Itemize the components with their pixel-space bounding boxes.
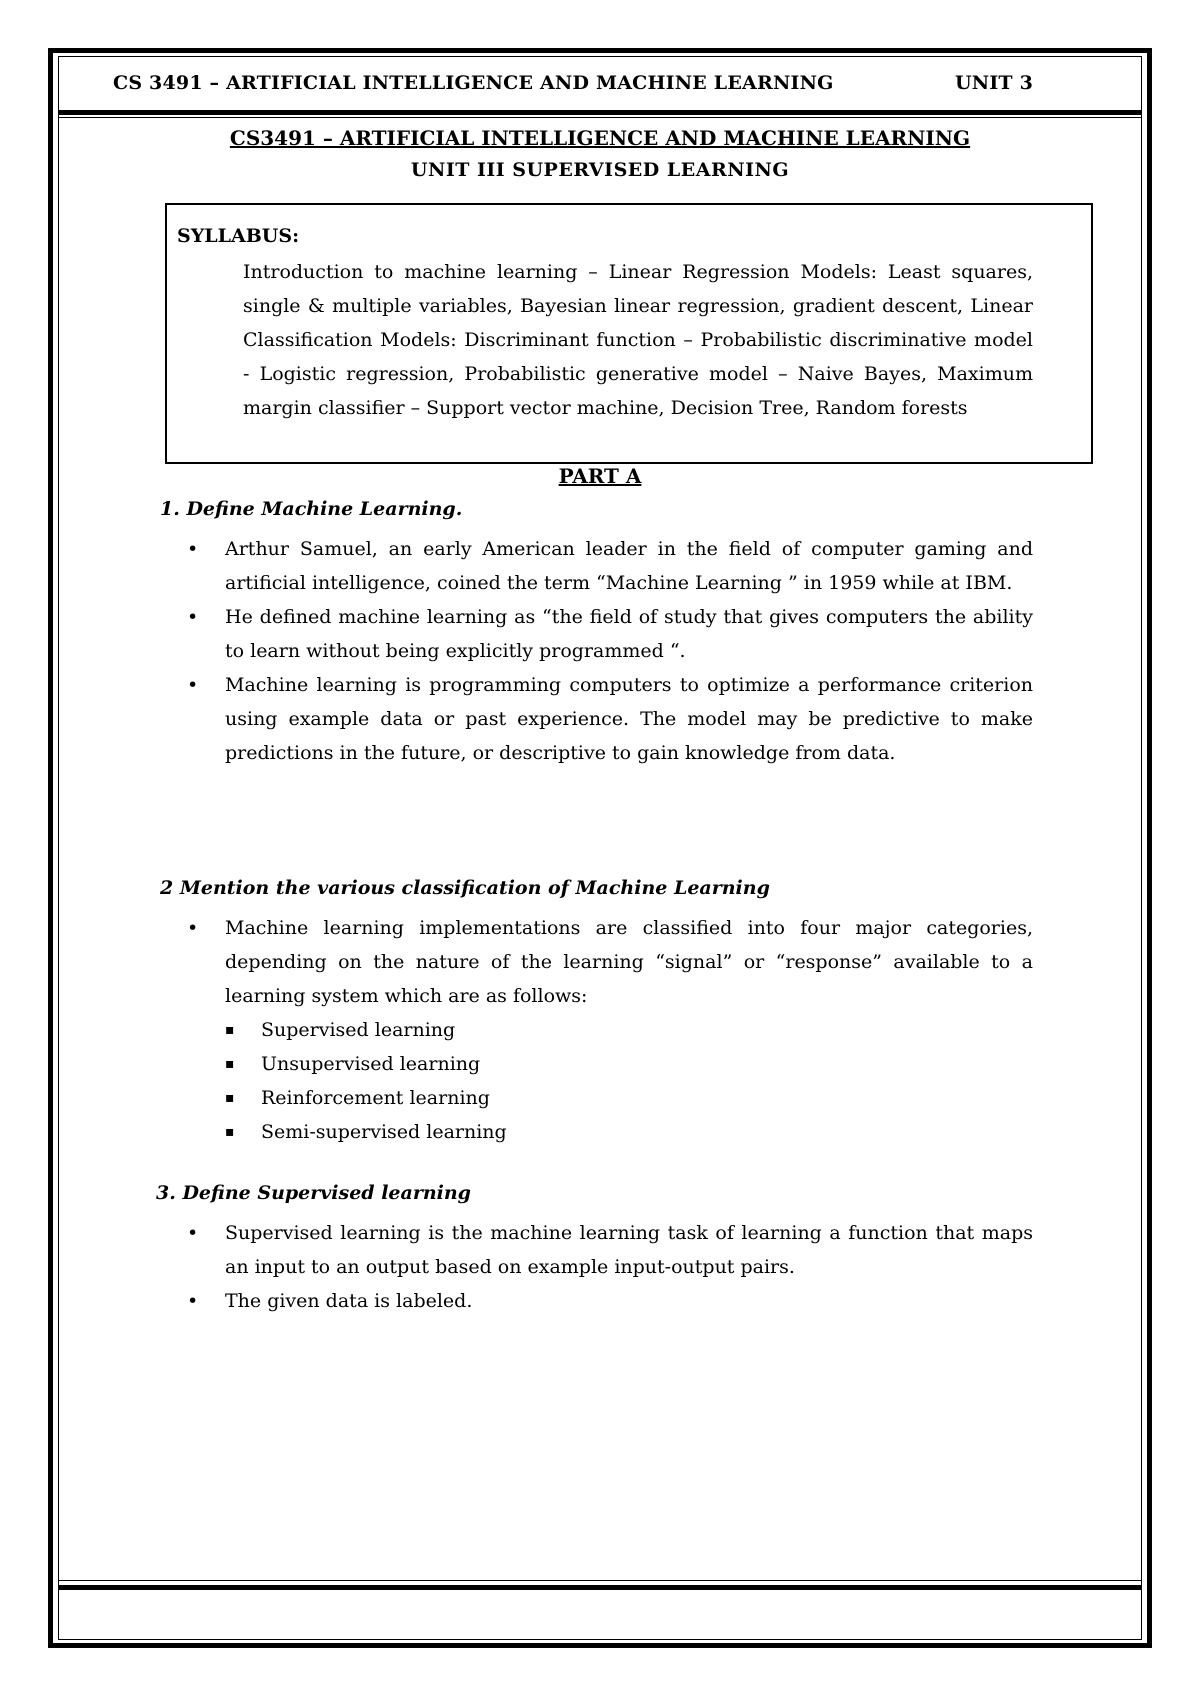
bullet-icon: • — [187, 538, 199, 560]
question-2-bullets — [187, 911, 1033, 1149]
syllabus-text: Introduction to machine learning – Linear Regression Models: Least squares, single & multiple variables, Bayesian linear regression, gradient descent, Linear Classification Models: Discriminant function – Probabilistic discriminative model - Logistic regression, Probabilistic generative model – Naive Bayes, Maximum margin classifier – Support vector machine, Decision Tree, Random forests — [243, 261, 1033, 419]
list-item — [187, 1216, 1033, 1284]
part-a-heading: PART A — [558, 464, 642, 488]
question-1-bullets — [187, 532, 1033, 770]
bullet-icon: • — [187, 917, 199, 939]
header-course: CS 3491 – ARTIFICIAL INTELLIGENCE AND MACHINE LEARNING — [113, 72, 834, 94]
bullet-icon: • — [187, 1290, 199, 1312]
sub-list-item-text: Semi-supervised learning — [261, 1121, 507, 1143]
running-header — [113, 72, 1033, 94]
course-title: CS3491 – ARTIFICIAL INTELLIGENCE AND MACHINE LEARNING — [229, 126, 971, 150]
question-3-bullets — [187, 1216, 1033, 1318]
list-item — [187, 1284, 1033, 1318]
square-bullet-icon: ▪ — [225, 1056, 235, 1072]
question-2-title: 2 Mention the various classification of Machine Learning — [160, 877, 770, 899]
square-bullet-icon: ▪ — [225, 1124, 235, 1140]
list-item-text: Supervised learning is the machine learning task of learning a function that maps an input to an output based on example input-output pairs. — [225, 1222, 1033, 1278]
syllabus-heading: SYLLABUS: — [177, 225, 300, 247]
header-unit: UNIT 3 — [955, 72, 1033, 94]
sub-list-item — [225, 1081, 1033, 1115]
sub-list-item — [225, 1047, 1033, 1081]
bullet-icon: • — [187, 1222, 199, 1244]
sub-list-item — [225, 1013, 1033, 1047]
list-item — [187, 911, 1033, 1149]
bullet-icon: • — [187, 674, 199, 696]
unit-title: UNIT III SUPERVISED LEARNING — [410, 159, 790, 181]
footer-divider — [58, 1585, 1142, 1590]
list-item-text: Machine learning implementations are classified into four major categories, depending on the nature of the learning “signal” or “response” available to a learning system which are as follows: — [225, 917, 1033, 1007]
sub-list-item — [225, 1115, 1033, 1149]
sub-list-item-text: Unsupervised learning — [261, 1053, 481, 1075]
question-1-title: 1. Define Machine Learning. — [160, 498, 463, 520]
list-item — [187, 600, 1033, 668]
list-item-text: He defined machine learning as “the field of study that gives computers the ability to learn without being explicitly programmed “. — [225, 606, 1033, 662]
list-item — [187, 532, 1033, 600]
question-3-title: 3. Define Supervised learning — [156, 1182, 471, 1204]
classification-sublist — [225, 1013, 1033, 1149]
bullet-icon: • — [187, 606, 199, 628]
square-bullet-icon: ▪ — [225, 1090, 235, 1106]
header-divider-thin — [58, 117, 1142, 118]
square-bullet-icon: ▪ — [225, 1022, 235, 1038]
sub-list-item-text: Reinforcement learning — [261, 1087, 490, 1109]
list-item-text: Machine learning is programming computers to optimize a performance criterion using example data or past experience. The model may be predictive to make predictions in the future, or descriptive to gain knowledge from data. — [225, 674, 1033, 764]
footer-divider-thin — [58, 1580, 1142, 1581]
sub-list-item-text: Supervised learning — [261, 1019, 456, 1041]
list-item — [187, 668, 1033, 770]
list-item-text: Arthur Samuel, an early American leader in the field of computer gaming and artificial intelligence, coined the term “Machine Learning ” in 1959 while at IBM. — [225, 538, 1033, 594]
header-divider — [58, 110, 1142, 115]
list-item-text: The given data is labeled. — [225, 1290, 473, 1312]
